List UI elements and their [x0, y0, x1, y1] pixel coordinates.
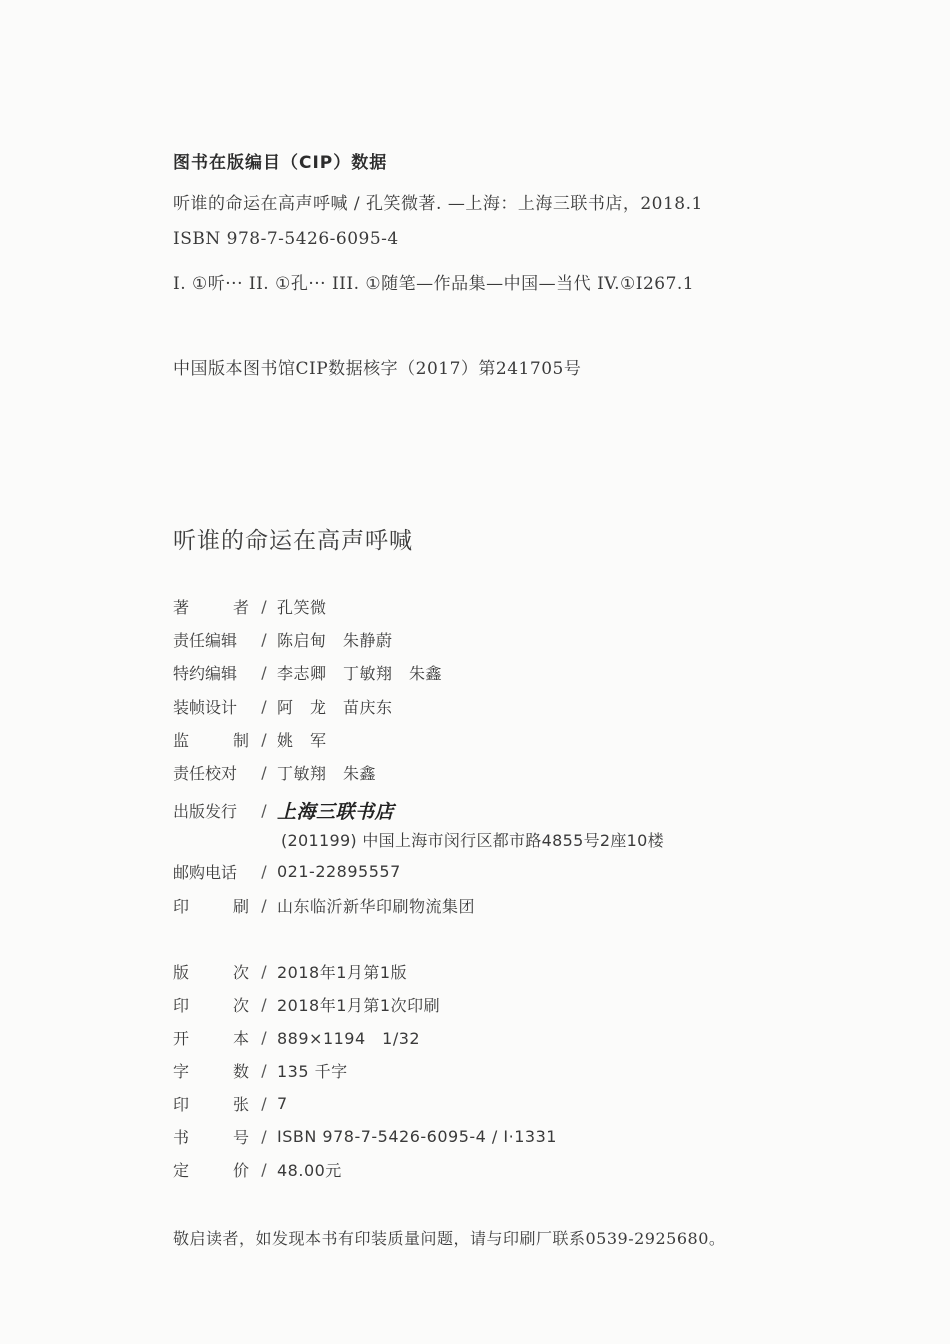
spec-value: ISBN 978-7-5426-6095-4 / I·1331: [277, 1126, 557, 1146]
separator: /: [261, 1126, 267, 1146]
spec-value: 2018年1月第1版: [277, 962, 408, 982]
spec-label: [173, 1092, 249, 1115]
label-part: 监: [173, 730, 190, 750]
cip-classification-line: I. ①听··· II. ①孔··· III. ①随笔—作品集—中国—当代 IV.①I267.1: [173, 274, 695, 294]
credit-label: [173, 894, 249, 917]
credit-row-designer: [173, 694, 393, 718]
credit-row-printer: [173, 893, 475, 917]
separator: /: [261, 629, 267, 649]
credit-label: [173, 860, 249, 883]
separator: /: [261, 861, 267, 881]
credit-value: 陈启甸 朱静蔚: [277, 630, 393, 650]
spec-row-price: [173, 1157, 342, 1181]
credit-value: 李志卿 丁敏翔 朱鑫: [277, 663, 443, 683]
publisher-address: (201199) 中国上海市闵行区都市路4855号2座10楼: [281, 831, 664, 850]
spec-label: [173, 960, 249, 983]
label-part: 版: [173, 962, 190, 982]
spec-row-edition: [173, 959, 407, 983]
separator: /: [261, 662, 267, 682]
spec-row-format: [173, 1025, 420, 1049]
label-part: 邮购电话: [173, 862, 238, 882]
separator: /: [261, 800, 267, 820]
label-part: 装帧设计: [173, 697, 238, 717]
spec-value: 889×1194 1/32: [277, 1028, 421, 1048]
spec-value: 2018年1月第1次印刷: [277, 995, 441, 1015]
separator: /: [261, 762, 267, 782]
spec-row-word-count: [173, 1058, 348, 1082]
label-part: 张: [232, 1094, 249, 1114]
separator: /: [261, 895, 267, 915]
credit-value: 姚 军: [277, 730, 327, 750]
credit-label: [173, 628, 249, 651]
spec-value: 48.00元: [277, 1160, 342, 1180]
label-part: 开: [173, 1028, 190, 1048]
book-title: 听谁的命运在高声呼喊: [173, 528, 413, 554]
credit-row-proofreader: [173, 760, 376, 784]
cip-isbn-line: ISBN 978-7-5426-6095-4: [173, 229, 399, 249]
label-part: 者: [232, 597, 249, 617]
credit-value: 山东临沂新华印刷物流集团: [277, 896, 476, 916]
label-part: 印: [173, 896, 190, 916]
credit-label: [173, 799, 249, 822]
cip-heading: 图书在版编目（CIP）数据: [173, 153, 388, 173]
credit-row-editor: [173, 627, 393, 651]
credit-row-author: [173, 594, 327, 618]
credit-row-mail-order-phone: [173, 859, 401, 883]
credit-row-supervisor: [173, 727, 327, 751]
cip-record-number: 中国版本图书馆CIP数据核字（2017）第241705号: [173, 359, 582, 379]
separator: /: [261, 1060, 267, 1080]
separator: /: [261, 1093, 267, 1113]
separator: /: [261, 994, 267, 1014]
label-part: 刷: [232, 896, 249, 916]
spec-label: [173, 1125, 249, 1148]
spec-value: 7: [277, 1093, 288, 1113]
spec-value: 135 千字: [277, 1061, 348, 1081]
separator: /: [261, 1159, 267, 1179]
credit-value: 阿 龙 苗庆东: [277, 697, 393, 717]
credit-value: 孔笑微: [277, 597, 327, 617]
label-part: 印: [173, 1094, 190, 1114]
label-part: 书: [173, 1127, 190, 1147]
credit-label: [173, 595, 249, 618]
credit-label: [173, 661, 249, 684]
label-part: 责任编辑: [173, 630, 238, 650]
credit-row-contract-editor: [173, 660, 442, 684]
reader-notice: 敬启读者，如发现本书有印装质量问题，请与印刷厂联系0539-2925680。: [173, 1229, 726, 1248]
publisher-logo: 上海三联书店: [277, 800, 395, 823]
spec-label: [173, 1059, 249, 1082]
label-part: 价: [232, 1160, 249, 1180]
separator: /: [261, 596, 267, 616]
label-part: 次: [232, 995, 249, 1015]
spec-row-sheets: [173, 1091, 288, 1115]
label-part: 著: [173, 597, 190, 617]
label-part: 制: [232, 730, 249, 750]
cip-title-line: 听谁的命运在高声呼喊 / 孔笑微著. —上海：上海三联书店，2018.1: [173, 194, 703, 214]
label-part: 出版发行: [173, 801, 238, 821]
spec-row-printing: [173, 992, 440, 1016]
credit-row-publisher: [173, 798, 394, 822]
credit-label: [173, 728, 249, 751]
spec-label: [173, 993, 249, 1016]
label-part: 字: [173, 1061, 190, 1081]
label-part: 本: [232, 1028, 249, 1048]
credit-value: 021-22895557: [277, 861, 401, 881]
label-part: 号: [232, 1127, 249, 1147]
label-part: 责任校对: [173, 763, 238, 783]
label-part: 数: [232, 1061, 249, 1081]
separator: /: [261, 1027, 267, 1047]
separator: /: [261, 696, 267, 716]
credit-label: [173, 695, 249, 718]
label-part: 印: [173, 995, 190, 1015]
spec-label: [173, 1158, 249, 1181]
label-part: 次: [232, 962, 249, 982]
label-part: 特约编辑: [173, 663, 238, 683]
separator: /: [261, 961, 267, 981]
separator: /: [261, 729, 267, 749]
credit-value: 丁敏翔 朱鑫: [277, 763, 377, 783]
spec-row-book-number: [173, 1124, 557, 1148]
credit-label: [173, 761, 249, 784]
spec-label: [173, 1026, 249, 1049]
label-part: 定: [173, 1160, 190, 1180]
